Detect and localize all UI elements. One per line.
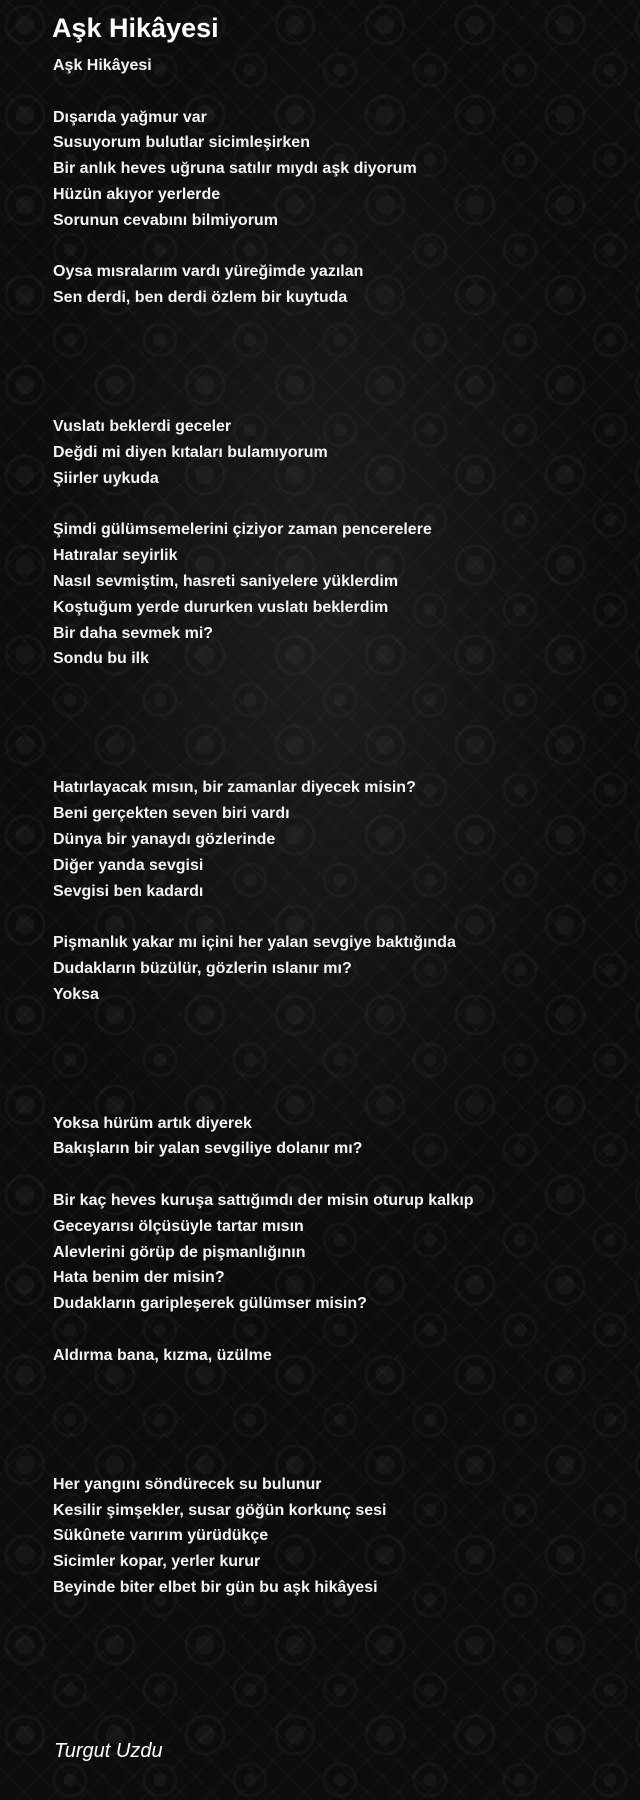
poem-line: Hatırlayacak mısın, bir zamanlar diyecek misin? — [53, 779, 416, 797]
poem-line: Sevgisi ben kadardı — [53, 882, 204, 900]
poem-line: Sen derdi, ben derdi özlem bir kuytuda — [53, 289, 348, 307]
poem-line: Oysa mısralarım vardı yüreğimde yazılan — [53, 263, 364, 281]
poem-blank-line — [53, 311, 613, 337]
poem-blank-line — [53, 1446, 613, 1472]
poem-line: Beni gerçekten seven biri vardı — [53, 805, 290, 823]
poem-blank-line — [53, 1162, 613, 1188]
poem-blank-line — [53, 1007, 613, 1033]
poem-line: Beyinde biter elbet bir gün bu aşk hikâyesi — [53, 1579, 378, 1597]
poem-line: Sicimler kopar, yerler kurur — [53, 1553, 261, 1571]
poem-line: Sondu bu ilk — [53, 650, 149, 668]
poem-line: Kesilir şimşekler, susar göğün korkunç sesi — [53, 1501, 387, 1519]
poem-line: Hüzün akıyor yerlerde — [53, 185, 221, 203]
poem-blank-line — [53, 1059, 613, 1085]
poem-blank-line — [53, 492, 613, 518]
author-signature: Turgut Uzdu — [54, 1740, 163, 1762]
poem-line: Dudakların garipleşerek gülümser misin? — [53, 1295, 367, 1313]
poem-body — [53, 53, 613, 1601]
poem-line: Dudakların büzülür, gözlerin ıslanır mı? — [53, 959, 352, 977]
poem-line: Değdi mi diyen kıtaları bulamıyorum — [53, 443, 328, 461]
poem-blank-line — [53, 1394, 613, 1420]
poem-line: Vuslatı beklerdi geceler — [53, 418, 232, 436]
poem-blank-line — [53, 1085, 613, 1111]
poem-line: Diğer yanda sevgisi — [53, 856, 204, 874]
poem-line: Bir daha sevmek mi? — [53, 624, 214, 642]
poem-line: Hatıralar seyirlik — [53, 547, 178, 565]
poem-line: Yoksa hürüm artık diyerek — [53, 1114, 252, 1132]
poem-blank-line — [53, 1317, 613, 1343]
poem-blank-line — [53, 672, 613, 698]
poem-blank-line — [53, 1369, 613, 1395]
poem-blank-line — [53, 363, 613, 389]
poem-line: Sükûnete varırım yürüdükçe — [53, 1527, 269, 1545]
poem-line: Pişmanlık yakar mı içini her yalan sevgiye baktığında — [53, 934, 456, 952]
poem-line: Şiirler uykuda — [53, 469, 159, 487]
poem-line: Hata benim der misin? — [53, 1269, 225, 1287]
poem-line: Her yangını söndürecek su bulunur — [53, 1475, 322, 1493]
poem-line: Bir anlık heves uğruna satılır mıydı aşk diyorum — [53, 160, 417, 178]
poem-line: Geceyarısı ölçüsüyle tartar mısın — [53, 1217, 304, 1235]
poem-line: Aldırma bana, kızma, üzülme — [53, 1346, 272, 1364]
poem-blank-line — [53, 750, 613, 776]
poem-blank-line — [53, 698, 613, 724]
poem-line: Nasıl sevmiştim, hasreti saniyelere yüklerdim — [53, 572, 399, 590]
poem-line: Bir kaç heves kuruşa sattığımdı der misin oturup kalkıp — [53, 1192, 474, 1210]
poem-blank-line — [53, 79, 613, 105]
poem-blank-line — [53, 388, 613, 414]
poem-line: Dünya bir yanaydı gözlerinde — [53, 830, 276, 848]
poem-line: Aşk Hikâyesi — [53, 57, 152, 74]
poem-title: Aşk Hikâyesi — [52, 13, 219, 43]
poem-blank-line — [53, 724, 613, 750]
poem-line: Koştuğum yerde dururken vuslatı beklerdim — [53, 598, 389, 616]
poem-blank-line — [53, 234, 613, 260]
poem-line: Bakışların bir yalan sevgiliye dolanır mı? — [53, 1140, 363, 1158]
poem-line: Sorunun cevabını bilmiyorum — [53, 211, 278, 229]
poem-blank-line — [53, 337, 613, 363]
poem-blank-line — [53, 1033, 613, 1059]
poem-line: Dışarıda yağmur var — [53, 108, 207, 126]
poem-line: Alevlerini görüp de pişmanlığının — [53, 1243, 306, 1261]
poem-line: Şimdi gülümsemelerini çiziyor zaman pencerelere — [53, 521, 432, 539]
poem-blank-line — [53, 1420, 613, 1446]
poem-blank-line — [53, 904, 613, 930]
poem-line: Yoksa — [53, 985, 99, 1003]
poem-line: Susuyorum bulutlar sicimleşirken — [53, 134, 310, 152]
